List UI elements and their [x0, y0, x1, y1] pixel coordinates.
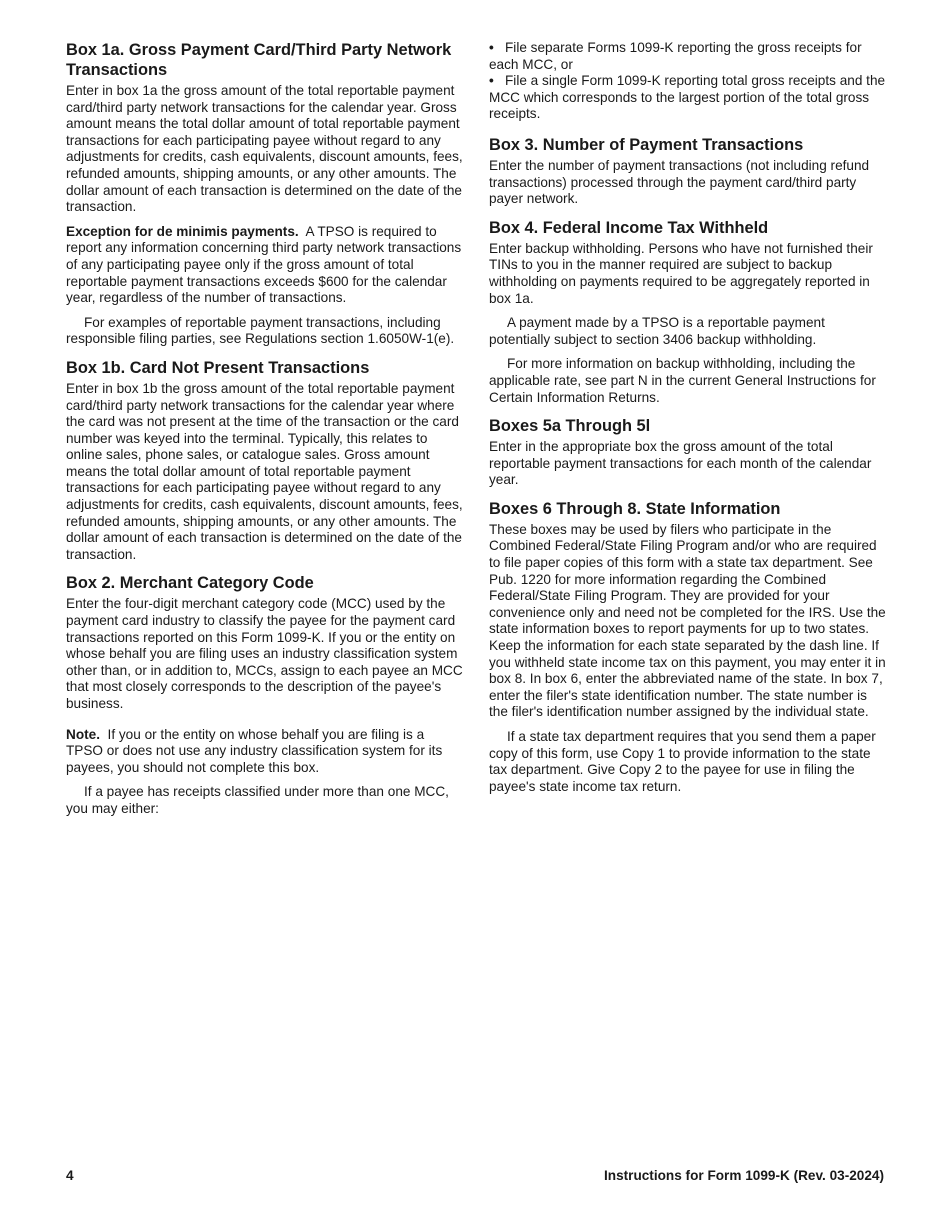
de-minimis-label: Exception for de minimis payments.: [66, 223, 299, 239]
heading-box-4: Box 4. Federal Income Tax Withheld: [489, 218, 769, 237]
box-2-mcc-choice: If a payee has receipts classified under more than one MCC, you may either:: [66, 784, 449, 816]
box-1a-paragraph: Enter in box 1a the gross amount of the total reportable payment card/third party network transactions for the calendar year. Gross amount means the total dollar amount of total reportable payment transactions for each participating payee without regard to any adjustments for credits, cash equivalents, discount amounts, fees, refunded amounts, shipping amounts, or any other amounts. The dollar amount of each transaction is determined on the date of the transaction.: [66, 83, 463, 215]
box-5-paragraph: Enter in the appropriate box the gross amount of the total reportable payment transactions for each month of the calendar year.: [489, 439, 872, 488]
section-box-2: [66, 573, 464, 817]
de-minimis-exception: [66, 224, 464, 307]
box-1b-paragraph: Enter in box 1b the gross amount of the total reportable payment card/third party network transactions for the calendar year where the card was not present at the time of the transaction or the card number was keyed into the terminal. Typically, this relates to online sales, phone sales, or catalogue sales. Gross amount means the total dollar amount of total reportable payment transactions for each participating payee without regard to any adjustments for credits, cash equivalents, discount amounts, fees, refunded amounts, shipping amounts, or any other amounts. The dollar amount of each transaction is determined on the date of the transaction.: [66, 380, 463, 562]
mcc-bullet-list: [489, 40, 887, 123]
box-1a-examples: For examples of reportable payment transactions, including responsible filing parties, see Regulations section 1.6050W-1(e).: [66, 314, 455, 347]
bullet-item: • File a single Form 1099-K reporting total gross receipts and the MCC which corresponds to the largest portion of the total gross receipts.: [489, 73, 886, 122]
section-box-1a: [66, 40, 464, 348]
page-number: 4: [66, 1168, 74, 1183]
right-column: [489, 40, 887, 805]
note-label: Note.: [66, 726, 100, 742]
box-3-paragraph: Enter the number of payment transactions (not including refund transactions) processed through the payment card/third party payer network.: [489, 157, 870, 207]
note-text: If you or the entity on whose behalf you are filing is a TPSO or does not use any industry classification system for its payees, you should not complete this box.: [66, 726, 443, 775]
box-2-paragraph: Enter the four-digit merchant category code (MCC) used by the payment card industry to classify the payee for the payment card transactions reported on this Form 1099-K. If you or the entity on whose behalf you are filing uses an industry classification system other than, or in addition to, MCCs, assign to each payee an MCC that most closely corresponds to the description of the payee's business.: [66, 596, 463, 711]
section-box-5: [489, 416, 887, 489]
box-6-8-paragraph: These boxes may be used by filers who participate in the Combined Federal/State Filing Program and/or who are required to file paper copies of this form with a state tax department. See Pub. 1220 for more information regarding the Combined Federal/State Filing Program. They are provided for your convenience only and need not be completed for the IRS. Use the state information boxes to report payments for up to two states. Keep the information for each state separated by the dash line. If you withheld state income tax on this payment, you may enter it in box 8. In box 6, enter the abbreviated name of the state. In box 7, enter the filer's state identification number. The state number is the filer's identification number assigned by the individual state.: [489, 521, 886, 720]
section-box-3: [489, 135, 887, 208]
box-4-more-info: For more information on backup withholding, including the applicable rate, see part N in the current General Instructions for Certain Information Returns.: [489, 356, 876, 405]
bullet-icon: •: [489, 40, 494, 55]
left-column: [66, 40, 464, 828]
bullet-icon: •: [489, 73, 494, 89]
box-2-note: [66, 727, 464, 777]
heading-box-5: Boxes 5a Through 5l: [489, 417, 651, 436]
section-box-6-8: [489, 499, 887, 796]
box-6-8-copy-paragraph: If a state tax department requires that you send them a paper copy of this form, use Copy 1 to provide information to the state tax department. Give Copy 2 to the payee for use in filing the payee's state income tax return.: [489, 729, 876, 794]
heading-box-1b: Box 1b. Card Not Present Transactions: [66, 358, 370, 377]
box-4-paragraph: Enter backup withholding. Persons who have not furnished their TINs to you in the manner required are subject to backup withholding on payments required to be aggregately reported in box 1a.: [489, 240, 873, 306]
footer-form-title: Instructions for Form 1099-K (Rev. 03-2024): [603, 1168, 884, 1183]
heading-box-2: Box 2. Merchant Category Code: [66, 574, 314, 593]
section-box-1b: [66, 358, 464, 564]
section-box-4: [489, 218, 887, 406]
de-minimis-text: A TPSO is required to report any information concerning third party network transactions of any participating payee only if the gross amount of total reportable payment transactions exceeds $600 for the calendar year, regardless of the number of transactions.: [66, 223, 462, 306]
bullet-item: • File separate Forms 1099-K reporting the gross receipts for each MCC, or: [489, 40, 862, 72]
box-4-tpso-paragraph: A payment made by a TPSO is a reportable payment potentially subject to section 3406 backup withholding.: [489, 315, 825, 347]
heading-box-6-8: Boxes 6 Through 8. State Information: [489, 499, 781, 518]
heading-box-1a: Box 1a. Gross Payment Card/Third Party Network Transactions: [66, 41, 452, 79]
heading-box-3: Box 3. Number of Payment Transactions: [489, 135, 804, 154]
